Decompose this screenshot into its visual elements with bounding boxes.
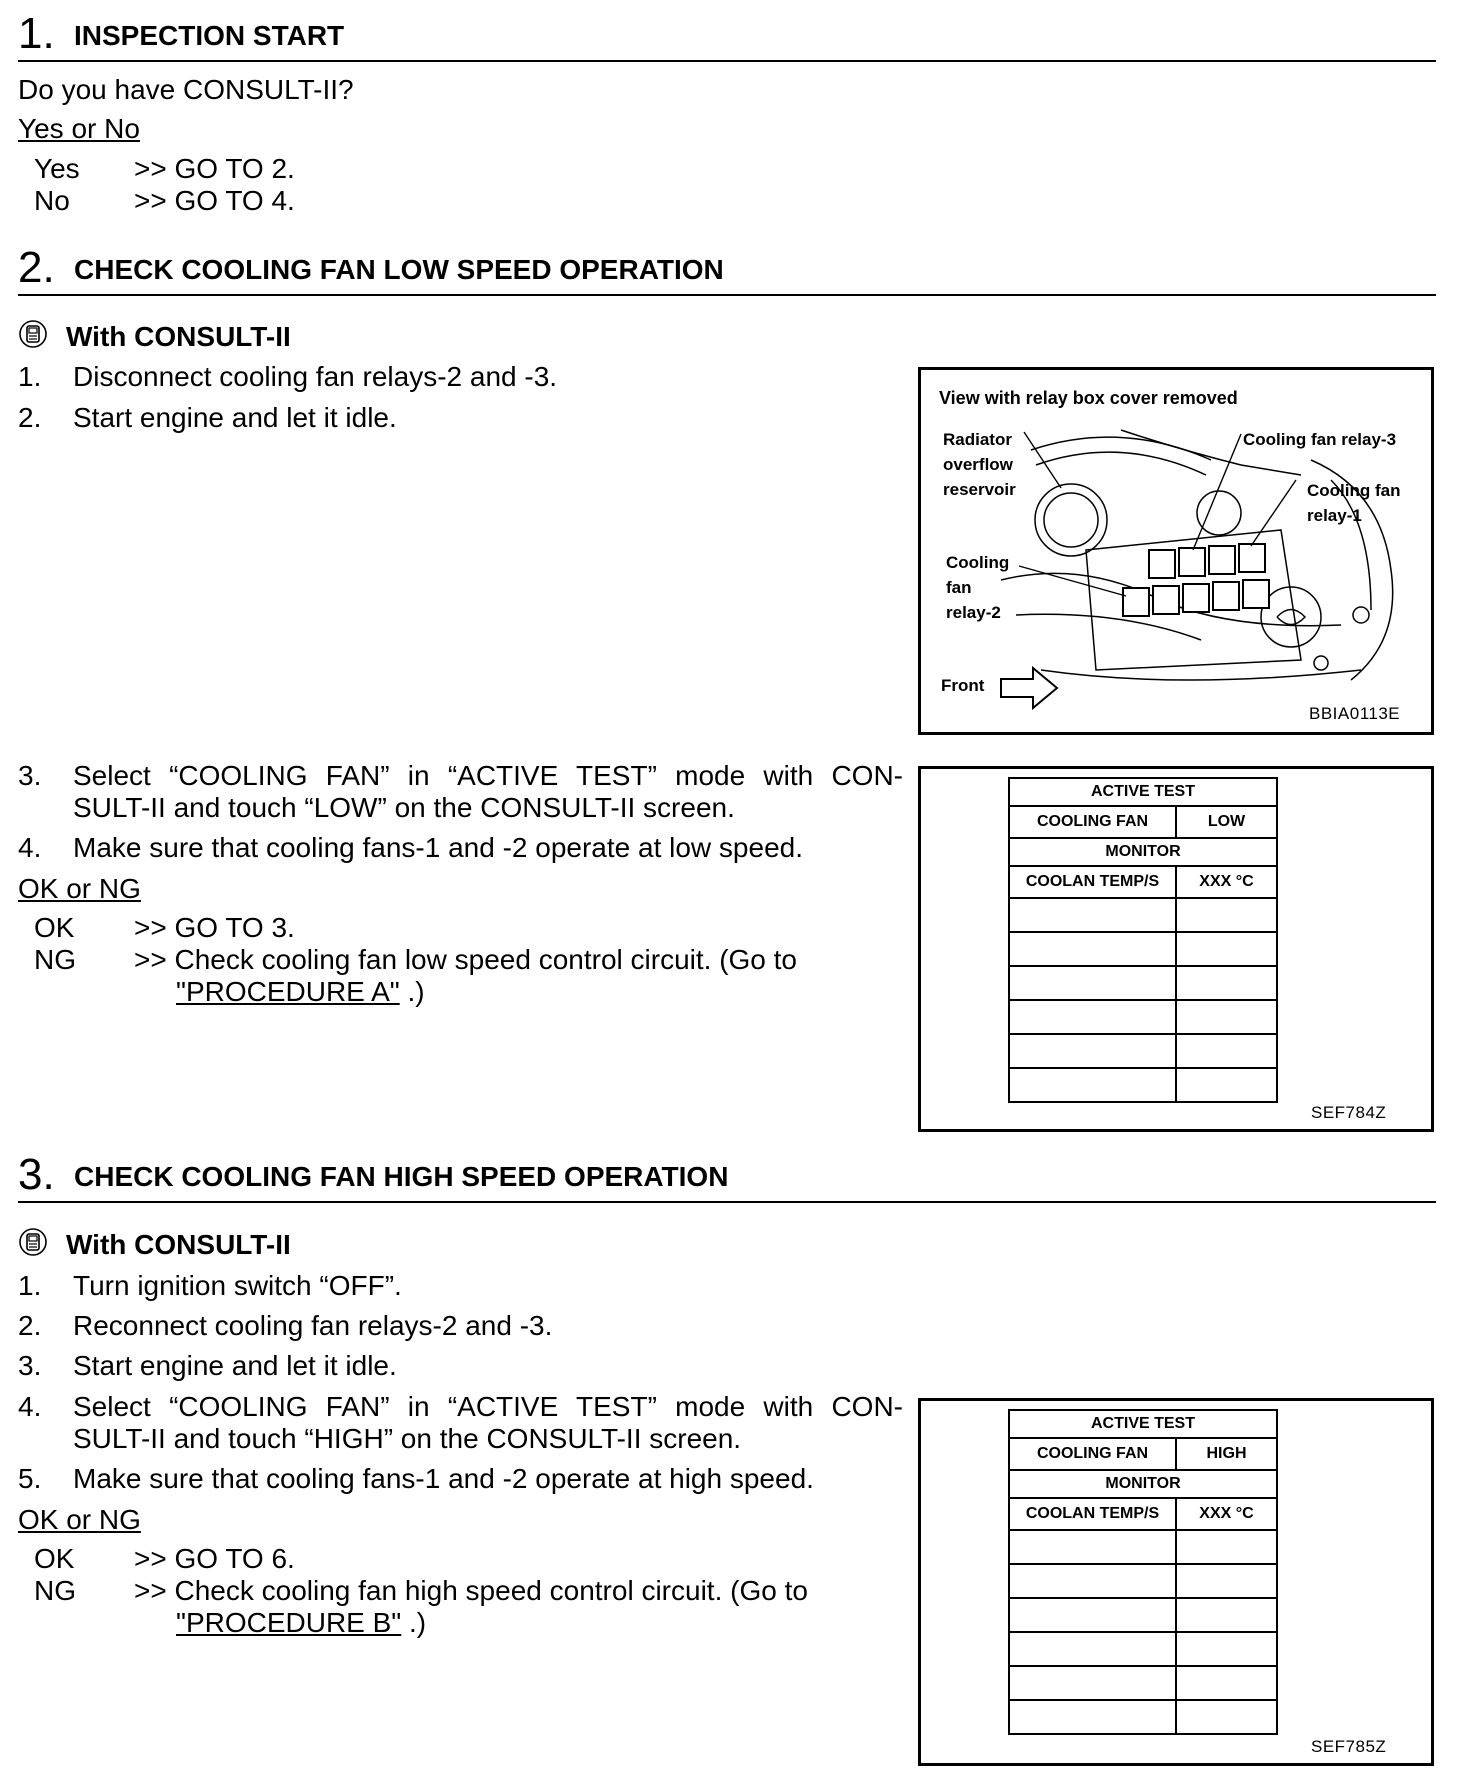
section-2-header bbox=[18, 243, 1436, 296]
blank-cell bbox=[1176, 932, 1277, 966]
answer-action: >> GO TO 3. bbox=[134, 912, 295, 943]
step-number: 3. bbox=[18, 760, 42, 791]
procedure-b-link[interactable]: "PROCEDURE B" bbox=[176, 1607, 402, 1638]
blank-cell bbox=[1009, 1666, 1176, 1700]
section-number: 1. bbox=[18, 9, 55, 58]
blank-cell bbox=[1176, 1666, 1277, 1700]
blank-cell bbox=[1176, 1034, 1277, 1068]
consult-heading: With CONSULT-II bbox=[66, 321, 291, 352]
figure-code: BBIA0113E bbox=[1309, 704, 1401, 723]
consult-low-figure bbox=[918, 766, 1434, 1132]
blank-cell bbox=[1009, 1530, 1176, 1564]
relay-box-illustration bbox=[921, 370, 1431, 732]
label-relay-2-line1: Cooling bbox=[946, 553, 1010, 572]
step-text: Disconnect cooling fan relays-2 and -3. bbox=[73, 361, 558, 392]
blank-cell bbox=[1009, 932, 1176, 966]
label-relay-2-line3: relay-2 bbox=[946, 603, 1001, 622]
blank-cell bbox=[1176, 1632, 1277, 1666]
step-text: Make sure that cooling fans-1 and -2 operate at low speed. bbox=[73, 832, 803, 863]
step-number: 2. bbox=[18, 1310, 42, 1341]
consult-icon bbox=[18, 319, 48, 349]
blank-cell bbox=[1009, 1000, 1176, 1034]
blank-cell bbox=[1176, 1700, 1277, 1734]
step-text-cont: SULT-II and touch “LOW” on the CONSULT-II screen. bbox=[73, 792, 735, 823]
section-number: 3. bbox=[18, 1150, 55, 1199]
link-tail: .) bbox=[409, 1607, 427, 1638]
label-relay-2-line2: fan bbox=[946, 578, 972, 597]
step-number: 3. bbox=[18, 1350, 42, 1381]
step-number: 1. bbox=[18, 1270, 42, 1301]
choice-heading: OK or NG bbox=[18, 873, 141, 904]
answer-key: NG bbox=[34, 944, 76, 975]
figure-code: SEF784Z bbox=[1311, 1103, 1387, 1122]
label-relay-1-line1: Cooling fan bbox=[1307, 481, 1401, 500]
test-item: COOLING FAN bbox=[1009, 1438, 1176, 1470]
monitor-header: MONITOR bbox=[1009, 1470, 1277, 1498]
blank-cell bbox=[1009, 966, 1176, 1000]
blank-cell bbox=[1176, 1530, 1277, 1564]
test-value: LOW bbox=[1176, 806, 1277, 838]
blank-cell bbox=[1009, 1632, 1176, 1666]
step-number: 5. bbox=[18, 1463, 42, 1494]
section-title: CHECK COOLING FAN HIGH SPEED OPERATION bbox=[74, 1161, 729, 1192]
blank-cell bbox=[1176, 1068, 1277, 1102]
step-text: Make sure that cooling fans-1 and -2 operate at high speed. bbox=[73, 1463, 814, 1494]
step-number: 2. bbox=[18, 402, 42, 433]
test-item: COOLING FAN bbox=[1009, 806, 1176, 838]
step-number: 4. bbox=[18, 1391, 42, 1422]
sensor-name: COOLAN TEMP/S bbox=[1009, 1498, 1176, 1530]
step-text: Turn ignition switch “OFF”. bbox=[73, 1270, 402, 1301]
answer-action: >> Check cooling fan low speed control circuit. (Go to bbox=[134, 944, 798, 975]
label-radiator: Radiator bbox=[943, 430, 1012, 449]
answer-action: >> Check cooling fan high speed control circuit. (Go to bbox=[134, 1575, 808, 1606]
active-test-header: ACTIVE TEST bbox=[1009, 778, 1277, 806]
section-title: INSPECTION START bbox=[74, 20, 345, 51]
sensor-reading: XXX °C bbox=[1176, 1498, 1277, 1530]
label-relay-1-line2: relay-1 bbox=[1307, 506, 1362, 525]
label-front: Front bbox=[941, 676, 985, 695]
label-reservoir: reservoir bbox=[943, 480, 1016, 499]
consult-screen bbox=[1008, 777, 1278, 1103]
choice-heading: Yes or No bbox=[18, 113, 140, 144]
consult-high-figure bbox=[918, 1398, 1434, 1766]
question: Do you have CONSULT-II? bbox=[18, 74, 354, 105]
answer-key: OK bbox=[34, 912, 75, 943]
consult-heading: With CONSULT-II bbox=[66, 1229, 291, 1260]
consult-screen bbox=[1008, 1409, 1278, 1735]
blank-cell bbox=[1009, 1034, 1176, 1068]
blank-cell bbox=[1176, 1000, 1277, 1034]
step-number: 1. bbox=[18, 361, 42, 392]
label-overflow: overflow bbox=[943, 455, 1013, 474]
answer-key: Yes bbox=[34, 153, 80, 184]
blank-cell bbox=[1176, 898, 1277, 932]
step-text: Reconnect cooling fan relays-2 and -3. bbox=[73, 1310, 553, 1341]
blank-cell bbox=[1176, 1598, 1277, 1632]
step-number: 4. bbox=[18, 832, 42, 863]
step-text-cont: SULT-II and touch “HIGH” on the CONSULT-II screen. bbox=[73, 1423, 742, 1454]
choice-heading: OK or NG bbox=[18, 1504, 141, 1535]
label-relay-3: Cooling fan relay-3 bbox=[1243, 430, 1397, 449]
answer-key: No bbox=[34, 185, 70, 216]
blank-cell bbox=[1009, 1068, 1176, 1102]
section-3-header bbox=[18, 1150, 1436, 1203]
step-text: Start engine and let it idle. bbox=[73, 402, 397, 433]
relay-box-figure bbox=[918, 367, 1434, 735]
blank-cell bbox=[1009, 1700, 1176, 1734]
blank-cell bbox=[1176, 1564, 1277, 1598]
blank-cell bbox=[1009, 1598, 1176, 1632]
procedure-link-line bbox=[176, 976, 425, 1008]
procedure-link-line bbox=[176, 1607, 426, 1639]
blank-cell bbox=[1176, 966, 1277, 1000]
step-text: Start engine and let it idle. bbox=[73, 1350, 397, 1381]
answer-action: >> GO TO 4. bbox=[134, 185, 295, 216]
answer-action: >> GO TO 6. bbox=[134, 1543, 295, 1574]
monitor-header: MONITOR bbox=[1009, 838, 1277, 866]
figure-code: SEF785Z bbox=[1311, 1737, 1387, 1756]
answer-key: OK bbox=[34, 1543, 75, 1574]
procedure-a-link[interactable]: "PROCEDURE A" bbox=[176, 976, 400, 1007]
blank-cell bbox=[1009, 1564, 1176, 1598]
answer-action: >> GO TO 2. bbox=[134, 153, 295, 184]
answer-key: NG bbox=[34, 1575, 76, 1606]
sensor-name: COOLAN TEMP/S bbox=[1009, 866, 1176, 898]
test-value: HIGH bbox=[1176, 1438, 1277, 1470]
blank-cell bbox=[1009, 898, 1176, 932]
section-title: CHECK COOLING FAN LOW SPEED OPERATION bbox=[74, 254, 724, 285]
consult-icon bbox=[18, 1227, 48, 1257]
active-test-header: ACTIVE TEST bbox=[1009, 1410, 1277, 1438]
step-text: Select “COOLING FAN” in “ACTIVE TEST” mode with CON- bbox=[73, 760, 903, 791]
figure-caption: View with relay box cover removed bbox=[939, 388, 1238, 408]
section-1-header bbox=[18, 9, 1436, 62]
link-tail: .) bbox=[407, 976, 425, 1007]
section-number: 2. bbox=[18, 243, 55, 292]
sensor-reading: XXX °C bbox=[1176, 866, 1277, 898]
step-text: Select “COOLING FAN” in “ACTIVE TEST” mode with CON- bbox=[73, 1391, 903, 1422]
